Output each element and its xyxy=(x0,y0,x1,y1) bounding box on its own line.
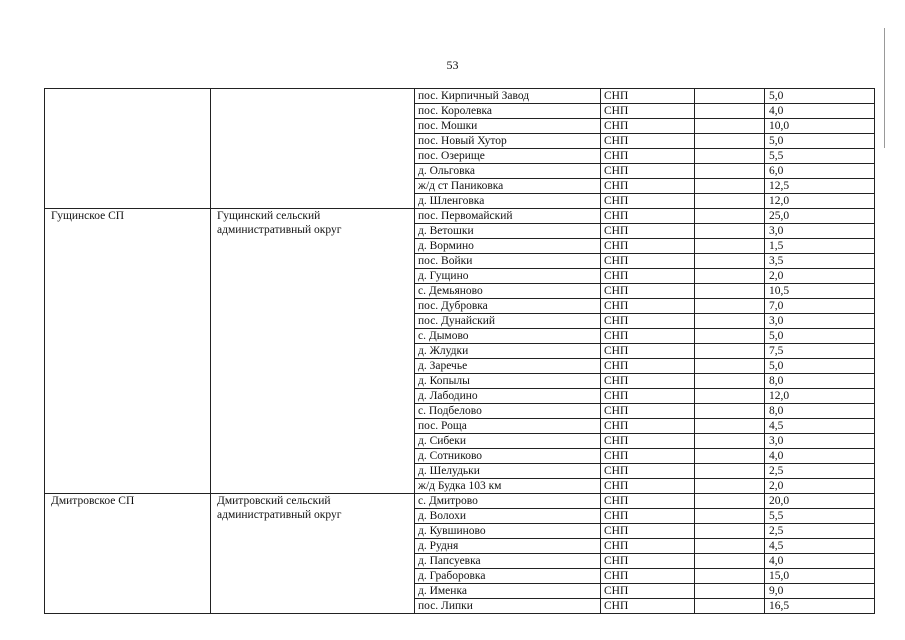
settlement-name-cell: д. Шленговка xyxy=(415,194,601,209)
empty-cell xyxy=(695,119,765,134)
empty-cell xyxy=(695,224,765,239)
settlement-name-cell: пос. Новый Хутор xyxy=(415,134,601,149)
value-cell: 3,5 xyxy=(765,254,875,269)
empty-cell xyxy=(695,494,765,509)
settlement-name-cell: с. Дмитрово xyxy=(415,494,601,509)
empty-cell xyxy=(695,419,765,434)
empty-cell xyxy=(695,584,765,599)
empty-cell xyxy=(695,179,765,194)
value-cell: 4,5 xyxy=(765,539,875,554)
settlement-name-cell: пос. Роща xyxy=(415,419,601,434)
district-cell: Дмитровское СП xyxy=(45,494,211,614)
value-cell: 15,0 xyxy=(765,569,875,584)
settlement-type-cell: СНП xyxy=(601,479,695,494)
value-cell: 10,0 xyxy=(765,119,875,134)
empty-cell xyxy=(695,449,765,464)
settlement-type-cell: СНП xyxy=(601,104,695,119)
empty-cell xyxy=(695,464,765,479)
settlement-type-cell: СНП xyxy=(601,599,695,614)
settlement-name-cell: пос. Кирпичный Завод xyxy=(415,89,601,104)
empty-cell xyxy=(695,554,765,569)
settlement-type-cell: СНП xyxy=(601,434,695,449)
settlement-name-cell: с. Дымово xyxy=(415,329,601,344)
settlement-type-cell: СНП xyxy=(601,584,695,599)
value-cell: 3,0 xyxy=(765,314,875,329)
settlement-name-cell: пос. Липки xyxy=(415,599,601,614)
settlement-type-cell: СНП xyxy=(601,554,695,569)
settlement-type-cell: СНП xyxy=(601,224,695,239)
empty-cell xyxy=(695,194,765,209)
value-cell: 25,0 xyxy=(765,209,875,224)
value-cell: 5,0 xyxy=(765,359,875,374)
settlement-name-cell: д. Сибеки xyxy=(415,434,601,449)
settlement-name-cell: пос. Войки xyxy=(415,254,601,269)
empty-cell xyxy=(695,314,765,329)
settlements-table-body xyxy=(45,89,875,614)
settlement-type-cell: СНП xyxy=(601,284,695,299)
value-cell: 2,5 xyxy=(765,524,875,539)
settlement-name-cell: д. Именка xyxy=(415,584,601,599)
empty-cell xyxy=(695,359,765,374)
empty-cell xyxy=(695,239,765,254)
empty-cell xyxy=(695,374,765,389)
value-cell: 12,0 xyxy=(765,194,875,209)
value-cell: 3,0 xyxy=(765,434,875,449)
empty-cell xyxy=(695,539,765,554)
value-cell: 8,0 xyxy=(765,374,875,389)
settlement-type-cell: СНП xyxy=(601,569,695,584)
settlement-name-cell: д. Волохи xyxy=(415,509,601,524)
settlement-type-cell: СНП xyxy=(601,389,695,404)
value-cell: 2,0 xyxy=(765,269,875,284)
value-cell: 16,5 xyxy=(765,599,875,614)
empty-cell xyxy=(695,344,765,359)
settlement-type-cell: СНП xyxy=(601,134,695,149)
settlement-name-cell: пос. Первомайский xyxy=(415,209,601,224)
settlement-name-cell: д. Ольговка xyxy=(415,164,601,179)
empty-cell xyxy=(695,284,765,299)
value-cell: 7,5 xyxy=(765,344,875,359)
settlement-name-cell: пос. Озерище xyxy=(415,149,601,164)
settlement-type-cell: СНП xyxy=(601,314,695,329)
settlement-name-cell: д. Рудня xyxy=(415,539,601,554)
value-cell: 5,0 xyxy=(765,329,875,344)
settlement-name-cell: с. Демьяново xyxy=(415,284,601,299)
district-cell xyxy=(45,89,211,209)
empty-cell xyxy=(695,149,765,164)
value-cell: 9,0 xyxy=(765,584,875,599)
settlement-type-cell: СНП xyxy=(601,344,695,359)
empty-cell xyxy=(695,404,765,419)
value-cell: 4,0 xyxy=(765,104,875,119)
settlement-type-cell: СНП xyxy=(601,239,695,254)
settlement-type-cell: СНП xyxy=(601,329,695,344)
value-cell: 4,0 xyxy=(765,449,875,464)
value-cell: 3,0 xyxy=(765,224,875,239)
value-cell: 4,5 xyxy=(765,419,875,434)
okrug-cell xyxy=(211,89,415,209)
settlement-type-cell: СНП xyxy=(601,269,695,284)
empty-cell xyxy=(695,389,765,404)
settlement-type-cell: СНП xyxy=(601,464,695,479)
empty-cell xyxy=(695,134,765,149)
settlement-name-cell: д. Папсуевка xyxy=(415,554,601,569)
empty-cell xyxy=(695,269,765,284)
value-cell: 2,5 xyxy=(765,464,875,479)
settlement-name-cell: д. Жлудки xyxy=(415,344,601,359)
page-number: 53 xyxy=(446,58,459,72)
okrug-cell: Дмитровский сельский административный округ xyxy=(211,494,415,614)
settlement-type-cell: СНП xyxy=(601,164,695,179)
value-cell: 6,0 xyxy=(765,164,875,179)
settlement-name-cell: д. Шелудьки xyxy=(415,464,601,479)
value-cell: 12,0 xyxy=(765,389,875,404)
okrug-cell: Гущинский сельский административный округ xyxy=(211,209,415,494)
value-cell: 5,0 xyxy=(765,89,875,104)
table-row xyxy=(45,494,875,509)
empty-cell xyxy=(695,524,765,539)
settlement-type-cell: СНП xyxy=(601,494,695,509)
settlement-type-cell: СНП xyxy=(601,359,695,374)
value-cell: 20,0 xyxy=(765,494,875,509)
empty-cell xyxy=(695,479,765,494)
settlement-type-cell: СНП xyxy=(601,254,695,269)
value-cell: 10,5 xyxy=(765,284,875,299)
settlement-type-cell: СНП xyxy=(601,119,695,134)
settlement-name-cell: д. Лабодино xyxy=(415,389,601,404)
value-cell: 5,0 xyxy=(765,134,875,149)
settlement-name-cell: с. Подбелово xyxy=(415,404,601,419)
settlement-type-cell: СНП xyxy=(601,299,695,314)
settlement-type-cell: СНП xyxy=(601,374,695,389)
empty-cell xyxy=(695,569,765,584)
settlement-name-cell: д. Сотниково xyxy=(415,449,601,464)
settlement-name-cell: д. Заречье xyxy=(415,359,601,374)
settlement-type-cell: СНП xyxy=(601,509,695,524)
settlement-name-cell: пос. Мошки xyxy=(415,119,601,134)
empty-cell xyxy=(695,509,765,524)
value-cell: 2,0 xyxy=(765,479,875,494)
settlement-name-cell: д. Вормино xyxy=(415,239,601,254)
value-cell: 7,0 xyxy=(765,299,875,314)
empty-cell xyxy=(695,329,765,344)
empty-cell xyxy=(695,299,765,314)
value-cell: 1,5 xyxy=(765,239,875,254)
table-row xyxy=(45,89,875,104)
empty-cell xyxy=(695,434,765,449)
empty-cell xyxy=(695,599,765,614)
settlement-type-cell: СНП xyxy=(601,194,695,209)
value-cell: 5,5 xyxy=(765,509,875,524)
settlement-name-cell: пос. Дунайский xyxy=(415,314,601,329)
settlement-type-cell: СНП xyxy=(601,419,695,434)
value-cell: 12,5 xyxy=(765,179,875,194)
settlement-name-cell: ж/д ст Паниковка xyxy=(415,179,601,194)
settlement-name-cell: д. Копылы xyxy=(415,374,601,389)
settlements-table xyxy=(44,88,875,614)
empty-cell xyxy=(695,209,765,224)
settlement-type-cell: СНП xyxy=(601,209,695,224)
empty-cell xyxy=(695,89,765,104)
empty-cell xyxy=(695,104,765,119)
settlement-name-cell: пос. Королевка xyxy=(415,104,601,119)
settlement-name-cell: д. Гущино xyxy=(415,269,601,284)
settlement-name-cell: д. Граборовка xyxy=(415,569,601,584)
table-row xyxy=(45,209,875,224)
value-cell: 8,0 xyxy=(765,404,875,419)
settlement-type-cell: СНП xyxy=(601,89,695,104)
settlement-name-cell: ж/д Будка 103 км xyxy=(415,479,601,494)
settlement-name-cell: пос. Дубровка xyxy=(415,299,601,314)
district-cell: Гущинское СП xyxy=(45,209,211,494)
settlement-type-cell: СНП xyxy=(601,149,695,164)
value-cell: 4,0 xyxy=(765,554,875,569)
value-cell: 5,5 xyxy=(765,149,875,164)
empty-cell xyxy=(695,164,765,179)
settlement-type-cell: СНП xyxy=(601,524,695,539)
settlement-name-cell: д. Ветошки xyxy=(415,224,601,239)
scan-edge-mark xyxy=(884,28,885,148)
settlement-type-cell: СНП xyxy=(601,449,695,464)
settlement-type-cell: СНП xyxy=(601,179,695,194)
settlement-type-cell: СНП xyxy=(601,404,695,419)
settlement-name-cell: д. Кувшиново xyxy=(415,524,601,539)
empty-cell xyxy=(695,254,765,269)
settlement-type-cell: СНП xyxy=(601,539,695,554)
